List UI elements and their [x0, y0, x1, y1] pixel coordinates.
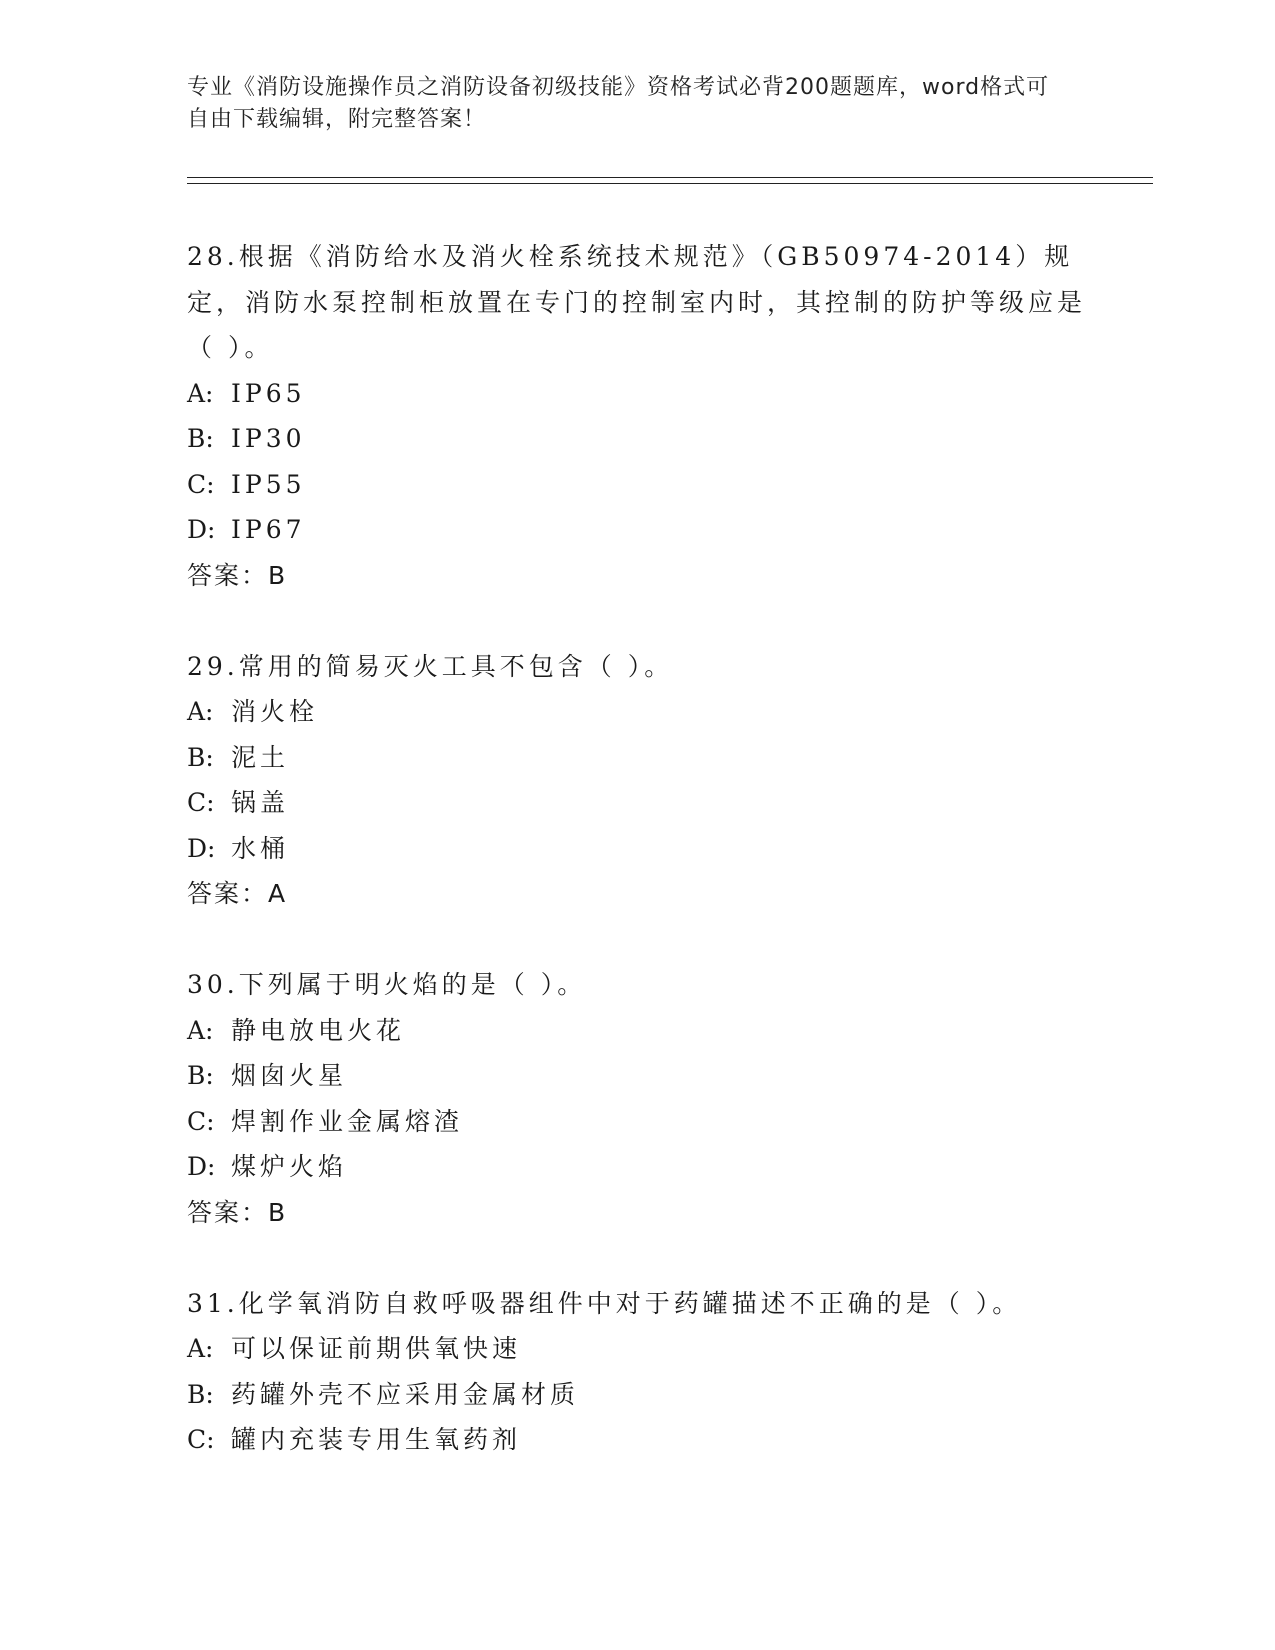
- option-c: [187, 1417, 1087, 1463]
- option-text: 消火栓: [231, 697, 319, 726]
- question-31: [187, 1281, 1087, 1463]
- option-text: 罐内充装专用生氧药剂: [231, 1425, 522, 1454]
- option-letter: B:: [187, 1379, 214, 1409]
- option-a: [187, 1008, 1087, 1054]
- option-c: [187, 1099, 1087, 1145]
- option-letter: B:: [187, 742, 214, 772]
- option-a: [187, 689, 1087, 735]
- question-text: 31.化学氧消防自救呼吸器组件中对于药罐描述不正确的是（ ）。: [187, 1288, 1022, 1318]
- option-text: 锅盖: [231, 788, 290, 817]
- answer: 答案：B: [187, 1197, 288, 1227]
- option-text: 可以保证前期供氧快速: [231, 1334, 522, 1363]
- option-c: [187, 462, 1087, 508]
- document-header: 专业《消防设施操作员之消防设备初级技能》资格考试必背200题题库，word格式可自由下载编辑，附完整答案！: [187, 75, 1050, 132]
- option-letter: A:: [187, 378, 214, 408]
- option-b: [187, 1053, 1087, 1099]
- option-text: 煤炉火焰: [231, 1152, 348, 1181]
- option-letter: D:: [187, 1152, 216, 1181]
- option-letter: B:: [187, 1061, 214, 1090]
- option-text: IP30: [231, 424, 306, 453]
- option-b: [187, 735, 1087, 781]
- question-30: [187, 962, 1087, 1235]
- option-letter: C:: [187, 788, 215, 817]
- question-29: [187, 644, 1087, 917]
- option-text: 烟囱火星: [231, 1061, 348, 1090]
- option-b: [187, 1372, 1087, 1418]
- option-letter: D:: [187, 515, 216, 544]
- option-b: [187, 416, 1087, 462]
- question-28: [187, 234, 1087, 598]
- option-letter: A:: [187, 697, 214, 726]
- spacer: [187, 1235, 1087, 1281]
- question-text: 30.下列属于明火焰的是（ ）。: [187, 970, 587, 999]
- option-a: [187, 1326, 1087, 1372]
- option-letter: C:: [187, 1106, 215, 1136]
- spacer: [187, 598, 1087, 644]
- option-letter: C:: [187, 1425, 215, 1454]
- option-a: [187, 371, 1087, 417]
- option-letter: A:: [187, 1015, 214, 1045]
- option-c: [187, 780, 1087, 826]
- question-list: [187, 234, 1087, 1463]
- question-text: 29.常用的简易灭火工具不包含（ ）。: [187, 651, 674, 681]
- option-text: IP55: [231, 469, 306, 499]
- option-text: 泥土: [231, 742, 290, 772]
- spacer: [187, 917, 1087, 963]
- answer: 答案：A: [187, 879, 288, 908]
- option-text: 水桶: [231, 833, 290, 863]
- option-letter: C:: [187, 469, 215, 499]
- option-letter: B:: [187, 424, 214, 453]
- option-text: IP67: [231, 515, 306, 544]
- question-text: 28.根据《消防给水及消火栓系统技术规范》（GB50974-2014）规定，消防水泵控制柜放置在专门的控制室内时，其控制的防护等级应是（ ）。: [187, 242, 1087, 362]
- option-d: [187, 826, 1087, 872]
- option-text: IP65: [231, 378, 306, 408]
- option-letter: A:: [187, 1334, 214, 1363]
- header-rule-top: [187, 177, 1153, 178]
- option-d: [187, 1144, 1087, 1190]
- option-text: 焊割作业金属熔渣: [231, 1106, 464, 1136]
- option-d: [187, 507, 1087, 553]
- option-text: 药罐外壳不应采用金属材质: [231, 1379, 580, 1409]
- header-rule-bottom: [187, 183, 1153, 184]
- answer: 答案：B: [187, 560, 288, 590]
- option-text: 静电放电火花: [231, 1015, 406, 1045]
- option-letter: D:: [187, 833, 216, 863]
